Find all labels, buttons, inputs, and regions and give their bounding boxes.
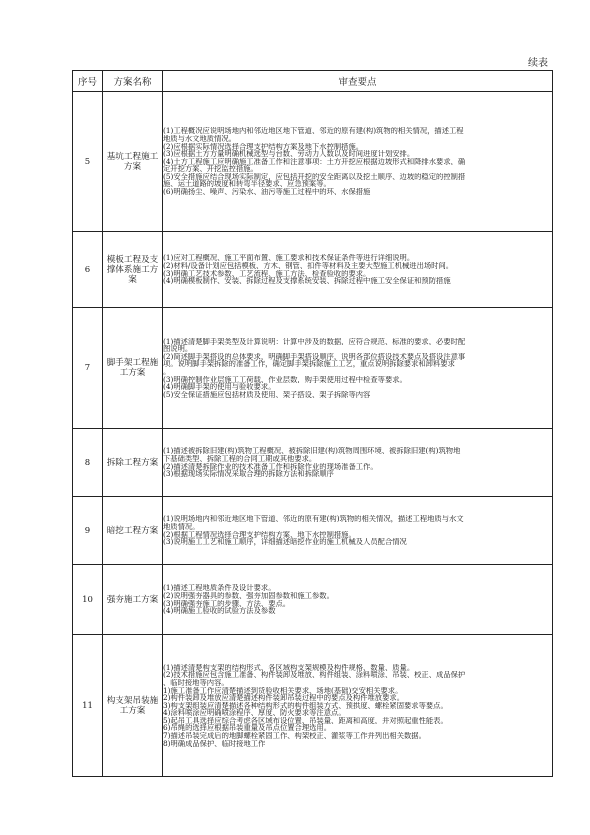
table-header-row: [73, 71, 553, 92]
table-row: [73, 565, 553, 635]
plan-name: 拆除工程方案: [103, 429, 163, 497]
review-point-line: 4)涂料喷涂应明确喷涂程序、厚度、防火要求等注意点。: [163, 709, 346, 717]
row-number: 6: [73, 232, 103, 308]
plan-name: 模板工程及支撑体系施工方案: [103, 232, 163, 308]
review-point-line: 定开挖方案、开挖监控措施。: [163, 165, 258, 173]
review-point-line: 3)构支架组装应清楚描述各种结构形式的构件组装方式、预拱度、螺栓紧固要求等要点。: [163, 701, 448, 710]
review-point-line: (1)说明场地内和邻近地区地下管道、邻近的原有建(构)筑物的相关情况，描述工程地质与水文: [163, 515, 464, 523]
review-table: [72, 70, 553, 777]
review-point-line: 项。说明脚手架拆除的准备工作，确定脚手架拆除施工工艺，重点说明拆除要求和卸料要求: [163, 360, 455, 368]
table-row: [73, 429, 553, 497]
review-point-line: (2)说明强夯器具的参数、强夯加固参数和施工参数。: [163, 591, 334, 600]
table-row: [73, 232, 553, 308]
row-number: 5: [73, 92, 103, 232]
review-point-line: 地质情况。: [163, 522, 200, 531]
review-point-line: (2)材料/设备计划应包括模板、方木、钢管、扣件等材料及主要大型施工机械进出场时间。: [163, 261, 454, 270]
table-row: [73, 635, 553, 777]
continued-label: 续表: [528, 58, 548, 69]
review-point-line: (4)明确施工验收的试验方法及参数: [163, 607, 276, 615]
plan-name: 脚手架工程施工方案: [103, 308, 163, 429]
review-point-line: (1)工程概况应说明场地内和邻近地区地下管道、邻近的原有建(构)筑物的相关情况，描述工程: [163, 127, 464, 135]
review-point-line: 下基础类型、拆除工程的合同工期或其他要求。: [163, 454, 317, 463]
review-point-line: (1)描述工程地质条件及设计要求。: [163, 584, 276, 592]
table-row: [73, 497, 553, 565]
review-point-line: 6)吊绳的选择应根据吊装重量及吊点位置合理选用。: [163, 724, 332, 733]
review-point-line: (4)明确模板制作、安装、拆除过程及支撑系统安装、拆除过程中施工安全保证和预防措施: [163, 277, 451, 285]
review-points: [163, 92, 553, 232]
review-points: [163, 429, 553, 497]
review-point-line: (5)安全措施应结合现场实际制定，应包括开挖的安全距离以及挖土顺序、边坡的稳定的控制措: [163, 172, 466, 181]
review-points: [163, 232, 553, 308]
review-point-line: 图说明。: [163, 345, 193, 353]
row-number: 8: [73, 429, 103, 497]
review-point-line: 地质与水文地质情况。: [163, 134, 236, 143]
plan-name: 强夯施工方案: [103, 565, 163, 635]
review-point-line: (2)描述清楚拆除作业的技术准备工作和拆除作业的现场准备工作。: [163, 462, 378, 471]
review-point-line: 1)施工准备工作应清楚描述到货验收相关要求、场地(基础)交安相关要求。: [163, 686, 403, 695]
review-point-line: (3)根据现场实际情况采取合理的拆除方法和拆除顺序: [163, 470, 334, 478]
review-point-line: 。: [163, 368, 171, 376]
review-points: [163, 565, 553, 635]
review-points: [163, 635, 553, 777]
review-points: [163, 308, 553, 429]
header-name: 方案名称: [103, 71, 163, 92]
review-point-line: 2)构件装卸及堆放应清楚描述构件装卸吊装过程中的要点及构件堆放要求。: [163, 694, 404, 702]
review-points: [163, 497, 553, 565]
plan-name: 构支架吊装施工方案: [103, 635, 163, 777]
plan-name: 暗挖工程方案: [103, 497, 163, 565]
header-no: 序号: [73, 71, 103, 92]
review-point-line: (4)土方工程施工应明确施工准备工作和注意事项：土方开挖应根据边坡形式和降排水要求，确: [163, 157, 466, 166]
header-points: 审查要点: [163, 71, 553, 92]
plan-name: 基坑工程施工方案: [103, 92, 163, 232]
review-point-line: (3)明确强夯施工的步骤、方法、要点。: [163, 599, 291, 608]
review-point-line: (5)安全保证措施应包括材质及使用、架子搭设、架子拆除等内容: [163, 390, 371, 399]
review-point-line: (1)描述清楚构支架的结构形式、各区域构支架规模及构件规格、数量、质量。: [163, 663, 415, 672]
table-row: [73, 308, 553, 429]
review-point-line: 8)明确成品保护、临时接地工作: [163, 739, 266, 748]
review-point-line: 7)描述吊装完成后的地脚螺栓紧固工作、构架校正、灌浆等工作并列出相关数据。: [163, 732, 426, 740]
review-point-line: (3)明确控制作业层施工工荷载、作业层数，购手架使用过程中检查等要求。: [163, 375, 407, 384]
review-point-line: (3)应根据土方方量明确机械选型与台数、劳动力人数以及时间进度计划安排。: [163, 150, 415, 158]
review-point-line: 施、运土道路的坡度和转弯半径要求、应急预案等。: [163, 180, 331, 189]
row-number: 10: [73, 565, 103, 635]
row-number: 9: [73, 497, 103, 565]
review-point-line: 5)起吊工具选择应综合考虑各区域布设位置、吊装量、距离和高度，并对照起重性能表。: [163, 716, 448, 725]
review-point-line: (2)技术措施应包含施工准备、构件装卸及堆放、构件组装、涂料喷涂、吊装、校正、成品保护: [163, 671, 466, 679]
review-point-line: 、临时接地等内容。: [163, 678, 229, 687]
review-point-line: (2)根据工程情况选择合理支护结构方案、地下水控制措施。: [163, 530, 356, 539]
review-point-line: (1)描述被拆除旧建(构)筑物工程概况、被拆除旧建(构)筑物周围环境、被拆除旧建(构)筑物地: [163, 447, 461, 455]
review-point-line: (1)应对工程概况、施工平面布置、施工要求和技术保证条件等进行详细说明。: [163, 254, 415, 262]
review-point-line: (2)应根据实际情况选择合理支护结构方案及地下水控制措施。: [163, 142, 364, 151]
table-row: [73, 92, 553, 232]
review-point-line: (3)明确工艺技术参数、工艺流程、施工方法、检查验收的要求。: [163, 269, 371, 278]
review-point-line: (2)简述脚手架搭设的总体要求，明确脚手架搭设顺序，说明各部位搭设技术要点及搭设注意事: [163, 352, 466, 361]
row-number: 11: [73, 635, 103, 777]
review-point-line: (6)明确扬尘、噪声、污染水、油污等施工过程中的环、水保措施: [163, 188, 371, 196]
review-point-line: (1)描述清楚脚手架类型及计算说明：计算中涉及的数据，应符合规范、标准的要求，必要时配: [163, 337, 466, 346]
review-point-line: (4)明确脚手架的使用与验收要求。: [163, 383, 276, 391]
row-number: 7: [73, 308, 103, 429]
review-point-line: (3)说明施工工艺和施工顺序，详细描述暗挖作业的施工机械及人员配合情况: [163, 538, 407, 546]
